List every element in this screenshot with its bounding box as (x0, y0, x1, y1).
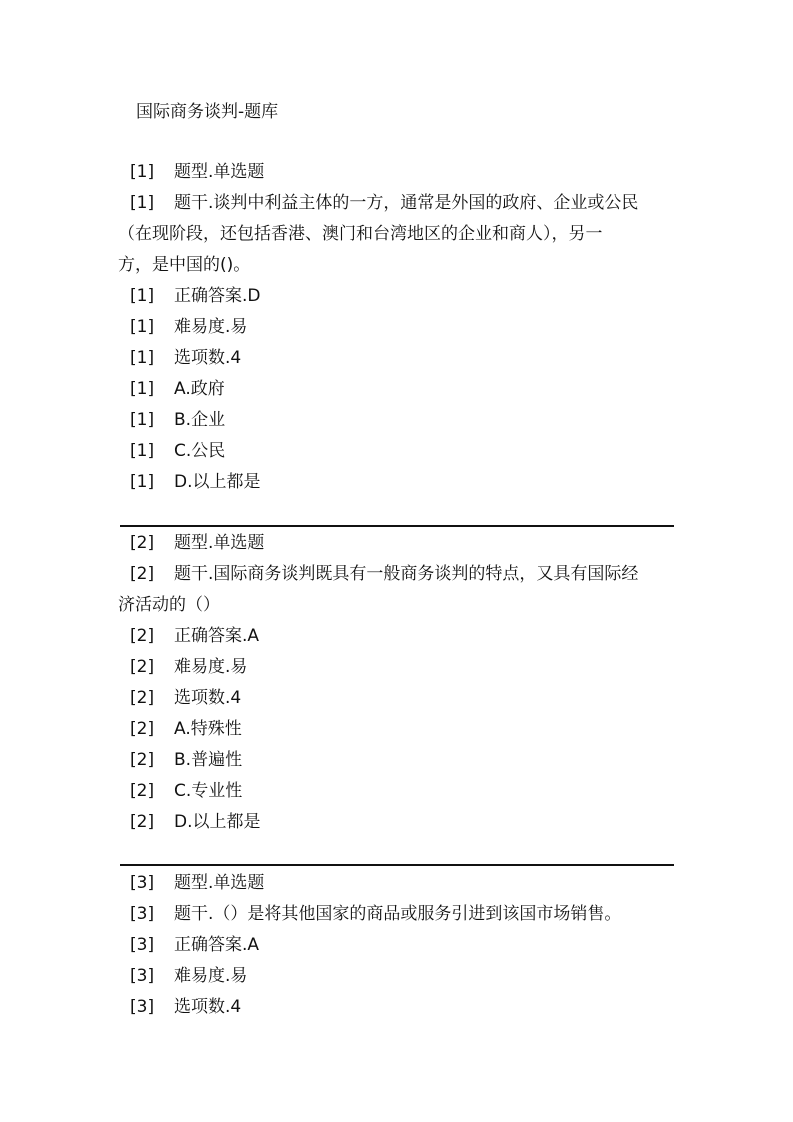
option-count-row (120, 992, 674, 1023)
question-stem-continued: 济活动的（） (118, 595, 220, 615)
question-number: [2] (130, 750, 155, 770)
option: B.企业 (174, 410, 226, 430)
difficulty: 难易度.易 (174, 966, 248, 986)
question-stem: 题干.谈判中利益主体的一方，通常是外国的政府、企业或公民 (174, 193, 639, 213)
option-count: 选项数.4 (174, 348, 242, 368)
question-number: [3] (130, 904, 155, 924)
question-type: 题型.单选题 (174, 162, 265, 182)
option-row (120, 776, 674, 807)
question-1-details (120, 281, 674, 498)
question-number: [1] (130, 348, 155, 368)
difficulty: 难易度.易 (174, 657, 248, 677)
question-2-details (120, 621, 674, 838)
correct-answer: 正确答案.A (174, 626, 260, 646)
difficulty-row (120, 652, 674, 683)
question-type: 题型.单选题 (174, 533, 265, 553)
difficulty-row (120, 961, 674, 992)
question-2-stem-continuation (118, 590, 220, 621)
option-row (120, 467, 674, 498)
question-number: [1] (130, 379, 155, 399)
question-number: [2] (130, 533, 155, 553)
option-count-row (120, 343, 674, 374)
question-type-row (120, 868, 674, 899)
option-count: 选项数.4 (174, 997, 242, 1017)
document-title: 国际商务谈判-题库 (136, 102, 279, 122)
question-number: [3] (130, 873, 155, 893)
question-type-row (120, 528, 674, 559)
question-number: [3] (130, 966, 155, 986)
question-number: [1] (130, 441, 155, 461)
difficulty: 难易度.易 (174, 317, 248, 337)
question-stem-row (120, 559, 674, 590)
option-count: 选项数.4 (174, 688, 242, 708)
question-type: 题型.单选题 (174, 873, 265, 893)
question-number: [2] (130, 781, 155, 801)
answer-row (120, 930, 674, 961)
question-number: [1] (130, 193, 155, 213)
divider (120, 525, 674, 527)
question-number: [1] (130, 162, 155, 182)
question-number: [1] (130, 472, 155, 492)
question-1 (120, 157, 674, 219)
answer-row (120, 281, 674, 312)
option-count-row (120, 683, 674, 714)
question-number: [2] (130, 626, 155, 646)
option-row (120, 807, 674, 838)
option: A.政府 (174, 379, 225, 399)
question-stem-continued: （在现阶段，还包括香港、澳门和台湾地区的企业和商人），另一 (118, 224, 603, 244)
question-number: [2] (130, 812, 155, 832)
option-row (120, 436, 674, 467)
option: D.以上都是 (174, 472, 261, 492)
question-number: [2] (130, 564, 155, 584)
question-2 (120, 528, 674, 590)
correct-answer: 正确答案.A (174, 935, 260, 955)
option-row (120, 714, 674, 745)
question-number: [3] (130, 997, 155, 1017)
option-row (120, 405, 674, 436)
option: A.特殊性 (174, 719, 242, 739)
question-number: [1] (130, 317, 155, 337)
question-type-row (120, 157, 674, 188)
answer-row (120, 621, 674, 652)
question-stem: 题干.（）是将其他国家的商品或服务引进到该国市场销售。 (174, 904, 622, 924)
option-row (120, 745, 674, 776)
question-number: [2] (130, 657, 155, 677)
question-number: [2] (130, 719, 155, 739)
question-number: [1] (130, 410, 155, 430)
difficulty-row (120, 312, 674, 343)
question-stem-row (120, 899, 674, 930)
question-stem-continued: 方，是中国的()。 (118, 255, 251, 275)
question-number: [1] (130, 286, 155, 306)
question-stem: 题干.国际商务谈判既具有一般商务谈判的特点，又具有国际经 (174, 564, 639, 584)
question-stem-row (120, 188, 674, 219)
option: C.专业性 (174, 781, 243, 801)
option-row (120, 374, 674, 405)
divider (120, 864, 674, 866)
question-number: [2] (130, 688, 155, 708)
correct-answer: 正确答案.D (174, 286, 261, 306)
question-3 (120, 868, 674, 1023)
option: C.公民 (174, 441, 226, 461)
option: D.以上都是 (174, 812, 261, 832)
question-1-stem-continuation (118, 219, 603, 281)
question-number: [3] (130, 935, 155, 955)
option: B.普遍性 (174, 750, 243, 770)
